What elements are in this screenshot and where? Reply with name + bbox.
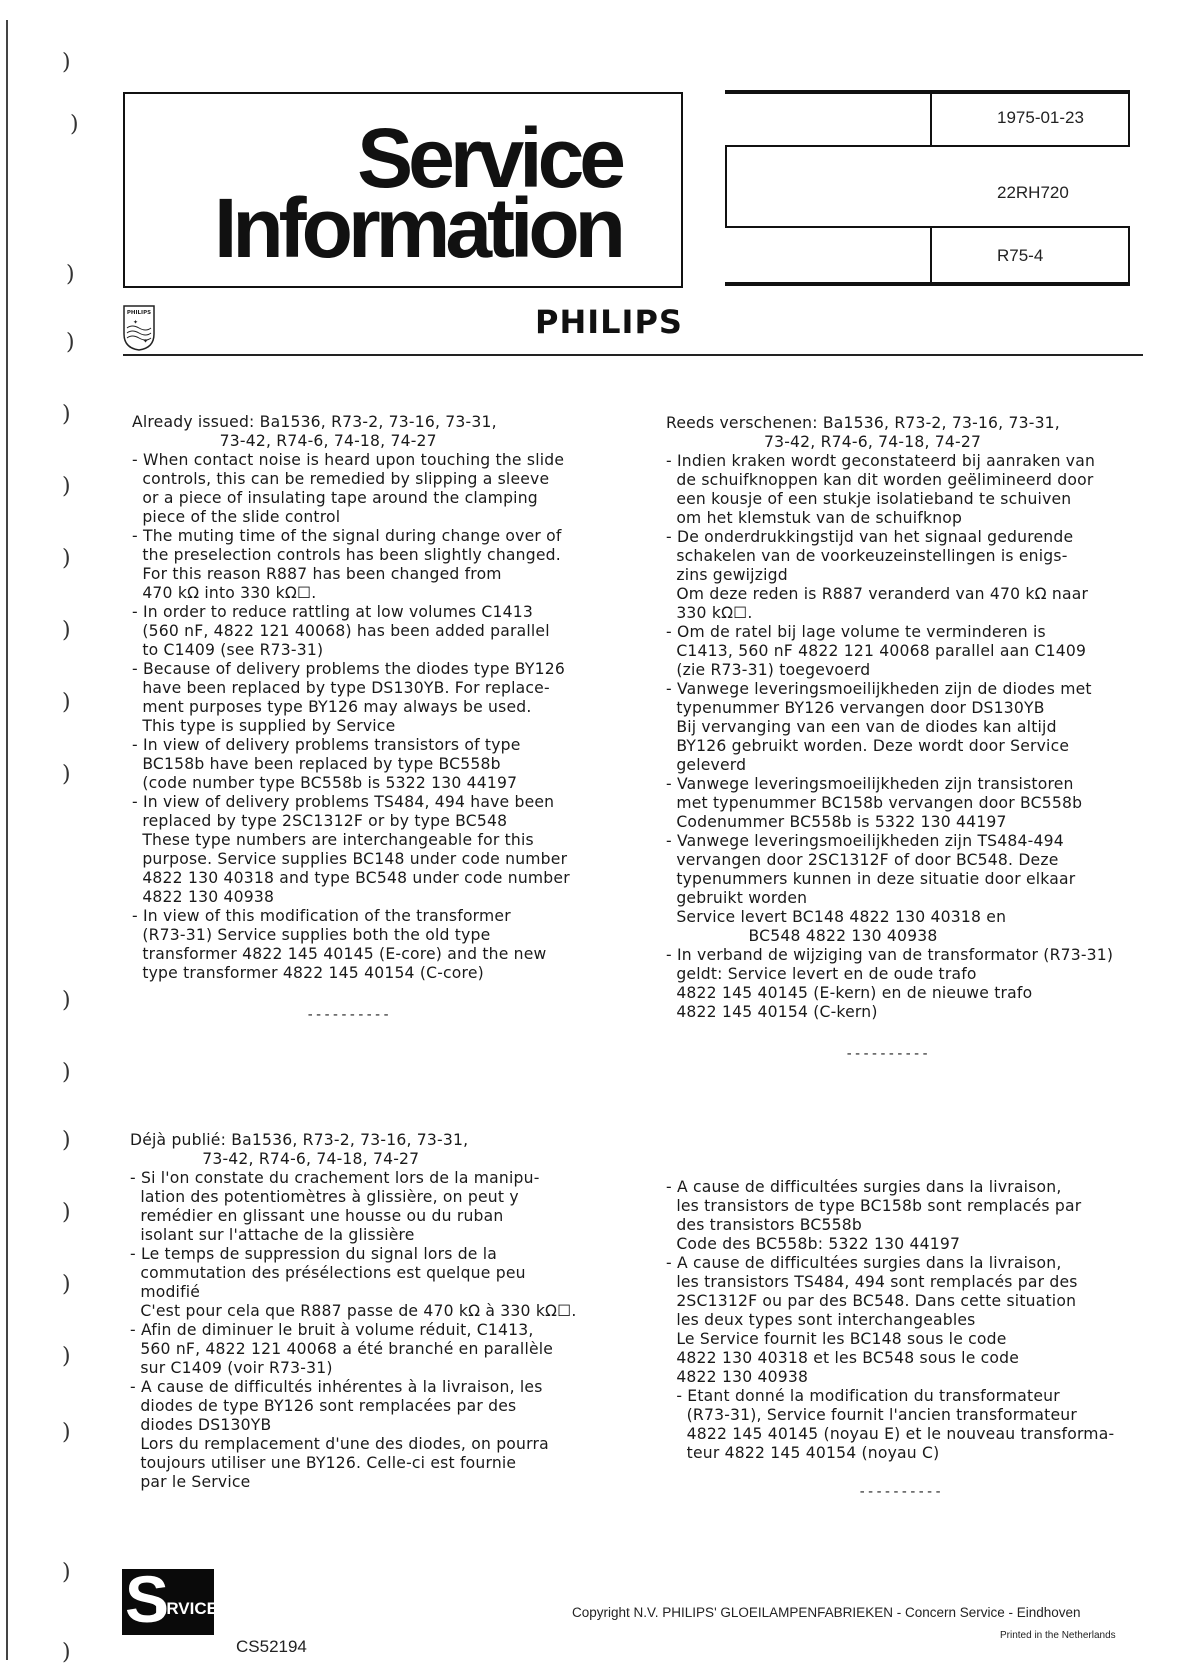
text-line: - In view of this modification of the transformer — [132, 907, 511, 925]
text-line: (560 nF, 4822 121 40068) has been added parallel — [132, 622, 550, 640]
separator: ---------- — [845, 1046, 930, 1062]
text-line: replaced by type 2SC1312F or by type BC548 — [132, 812, 508, 830]
text-line: - Le temps de suppression du signal lors de la — [130, 1245, 498, 1263]
text-line: have been replaced by type DS130YB. For replace- — [132, 679, 550, 697]
french-section-right — [666, 1178, 1114, 1463]
french-section-left — [130, 1131, 577, 1492]
binder-mark: ) — [62, 1344, 71, 1369]
text-line: 4822 145 40154 (C-kern) — [666, 1003, 878, 1021]
text-line: om het klemstuk van de schuifknop — [666, 509, 963, 527]
text-line: 73-42, R74-6, 74-18, 74-27 — [666, 433, 982, 451]
text-line: 4822 130 40318 and type BC548 under code number — [132, 869, 570, 887]
title-service: Service — [357, 111, 621, 205]
issue-date: 1975-01-23 — [997, 108, 1084, 127]
text-line: Codenummer BC558b is 5322 130 44197 — [666, 813, 1007, 831]
text-line: Om deze reden is R887 veranderd van 470 kΩ naar — [666, 585, 1089, 603]
text-line: les transistors TS484, 494 sont remplacés par des — [666, 1273, 1078, 1291]
text-line: schakelen van de voorkeuzeinstellingen is enigs- — [666, 547, 1068, 565]
model-number: 22RH720 — [997, 183, 1069, 202]
text-line: - Afin de diminuer le bruit à volume réduit, C1413, — [130, 1321, 534, 1339]
text-line: 560 nF, 4822 121 40068 a été branché en parallèle — [130, 1340, 554, 1358]
text-line: - In verband de wijziging van de transformator (R73-31) — [666, 946, 1114, 964]
text-line: C1413, 560 nF 4822 121 40068 parallel aan C1409 — [666, 642, 1087, 660]
text-line: - Vanwege leveringsmoeilijkheden zijn de diodes met — [666, 680, 1092, 698]
text-line: (R73-31) Service supplies both the old type — [132, 926, 491, 944]
service-logo — [122, 1562, 218, 1636]
reference-number: R75-4 — [997, 246, 1044, 265]
text-line: teur 4822 145 40154 (noyau C) — [666, 1444, 940, 1462]
text-line: - The muting time of the signal during change over of — [132, 527, 562, 545]
text-line: For this reason R887 has been changed from — [132, 565, 502, 583]
dutch-section — [666, 414, 1113, 1022]
text-line: Lors du remplacement d'une des diodes, on pourra — [130, 1435, 549, 1453]
binder-mark: ) — [62, 402, 71, 427]
text-line: remédier en glissant une housse ou du ruban — [130, 1207, 504, 1225]
text-line: - A cause de difficultés inhérentes à la livraison, les — [130, 1378, 543, 1396]
text-line: - Om de ratel bij lage volume te verminderen is — [666, 623, 1046, 641]
text-line: les deux types sont interchangeables — [666, 1311, 976, 1329]
service-logo-text: ERVICE — [155, 1599, 218, 1618]
brand-name: PHILIPS — [535, 303, 683, 341]
text-line: These type numbers are interchangeable for this — [132, 831, 534, 849]
binder-mark: ) — [62, 1060, 71, 1085]
text-line: Already issued: Ba1536, R73-2, 73-16, 73-31, — [132, 413, 497, 431]
text-line: - In view of delivery problems TS484, 494 have been — [132, 793, 555, 811]
text-line: purpose. Service supplies BC148 under code number — [132, 850, 568, 868]
binder-mark: ) — [62, 1128, 71, 1153]
text-line: les transistors de type BC158b sont remplacés par — [666, 1197, 1082, 1215]
text-line: - Vanwege leveringsmoeilijkheden zijn transistoren — [666, 775, 1074, 793]
text-line: diodes DS130YB — [130, 1416, 272, 1434]
rule — [725, 226, 1130, 228]
binder-mark: ) — [70, 112, 79, 137]
text-line: 4822 145 40145 (noyau E) et le nouveau transforma- — [666, 1425, 1115, 1443]
text-line: de schuifknoppen kan dit worden geëlimineerd door — [666, 471, 1094, 489]
text-line: modifié — [130, 1283, 201, 1301]
text-line: geleverd — [666, 756, 747, 774]
text-line: C'est pour cela que R887 passe de 470 kΩ à 330 kΩ☐. — [130, 1302, 577, 1320]
title-information: Information — [214, 181, 621, 275]
text-line: typenummer BY126 vervangen door DS130YB — [666, 699, 1045, 717]
text-line: gebruikt worden — [666, 889, 808, 907]
printed-notice: Printed in the Netherlands — [1000, 1630, 1116, 1641]
binder-mark: ) — [62, 1560, 71, 1585]
text-line: 330 kΩ☐. — [666, 604, 753, 622]
philips-shield-logo — [122, 304, 156, 352]
text-line: zins gewijzigd — [666, 566, 788, 584]
text-line: - A cause de difficultées surgies dans la livraison, — [666, 1178, 1062, 1196]
text-line: 470 kΩ into 330 kΩ☐. — [132, 584, 317, 602]
service-logo-letter: S — [125, 1562, 170, 1636]
text-line: 4822 130 40938 — [132, 888, 275, 906]
text-line: 73-42, R74-6, 74-18, 74-27 — [130, 1150, 420, 1168]
svg-text:✦: ✦ — [143, 338, 149, 345]
text-line: controls, this can be remedied by slipping a sleeve — [132, 470, 550, 488]
text-line: (code number type BC558b is 5322 130 44197 — [132, 774, 518, 792]
text-line: to C1409 (see R73-31) — [132, 641, 324, 659]
text-line: Code des BC558b: 5322 130 44197 — [666, 1235, 961, 1253]
english-section — [132, 413, 570, 983]
binder-mark: ) — [62, 1420, 71, 1445]
binder-mark: ) — [66, 330, 75, 355]
text-line: the preselection controls has been slightly changed. — [132, 546, 561, 564]
rule — [725, 90, 1130, 94]
text-line: - Vanwege leveringsmoeilijkheden zijn TS484-494 — [666, 832, 1064, 850]
text-line: met typenummer BC158b vervangen door BC558b — [666, 794, 1083, 812]
document-info-table — [725, 90, 1130, 290]
rule — [725, 145, 1130, 147]
text-line: BY126 gebruikt worden. Deze wordt door Service — [666, 737, 1070, 755]
separator: ---------- — [306, 1007, 391, 1023]
binder-mark: ) — [62, 546, 71, 571]
text-line: par le Service — [130, 1473, 251, 1491]
text-line: geldt: Service levert en de oude trafo — [666, 965, 977, 983]
text-line: lation des potentiomètres à glissière, on peut y — [130, 1188, 519, 1206]
rule — [930, 90, 932, 146]
text-line: - In order to reduce rattling at low volumes C1413 — [132, 603, 533, 621]
text-line: Déjà publié: Ba1536, R73-2, 73-16, 73-31, — [130, 1131, 469, 1149]
text-line: type transformer 4822 145 40154 (C-core) — [132, 964, 484, 982]
text-line: Service levert BC148 4822 130 40318 en — [666, 908, 1007, 926]
svg-text:PHILIPS: PHILIPS — [126, 310, 152, 316]
text-line: toujours utiliser une BY126. Celle-ci est fournie — [130, 1454, 517, 1472]
text-line: typenummers kunnen in deze situatie door elkaar — [666, 870, 1076, 888]
rule — [1128, 90, 1130, 146]
text-line: Bij vervanging van een van de diodes kan altijd — [666, 718, 1057, 736]
svg-text:✦: ✦ — [133, 319, 139, 326]
binder-mark: ) — [62, 1200, 71, 1225]
binder-mark: ) — [62, 988, 71, 1013]
text-line: 4822 130 40938 — [666, 1368, 809, 1386]
rule — [930, 226, 932, 284]
binder-mark: ) — [62, 1272, 71, 1297]
text-line: or a piece of insulating tape around the clamping — [132, 489, 538, 507]
separator: ---------- — [858, 1484, 943, 1500]
text-line: des transistors BC558b — [666, 1216, 862, 1234]
text-line: - Si l'on constate du crachement lors de la manipu- — [130, 1169, 540, 1187]
text-line: Le Service fournit les BC148 sous le code — [666, 1330, 1007, 1348]
text-line: BC548 4822 130 40938 — [666, 927, 938, 945]
text-line: diodes de type BY126 sont remplacées par des — [130, 1397, 517, 1415]
header-rule — [123, 354, 1143, 356]
text-line: - Indien kraken wordt geconstateerd bij aanraken van — [666, 452, 1096, 470]
text-line: commutation des présélections est quelque peu — [130, 1264, 526, 1282]
text-line: - In view of delivery problems transistors of type — [132, 736, 521, 754]
rule — [725, 145, 727, 227]
text-line: This type is supplied by Service — [132, 717, 396, 735]
text-line: een kousje of een stukje isolatieband te schuiven — [666, 490, 1072, 508]
text-line: piece of the slide control — [132, 508, 341, 526]
copyright-notice: Copyright N.V. PHILIPS' GLOEILAMPENFABRIEKEN - Concern Service - Eindhoven — [572, 1605, 1081, 1620]
document-number: CS52194 — [236, 1637, 307, 1656]
text-line: (R73-31), Service fournit l'ancien transformateur — [666, 1406, 1077, 1424]
text-line: 2SC1312F ou par des BC548. Dans cette situation — [666, 1292, 1077, 1310]
text-line: - A cause de difficultées surgies dans la livraison, — [666, 1254, 1062, 1272]
text-line: 4822 145 40145 (E-kern) en de nieuwe trafo — [666, 984, 1033, 1002]
text-line: - When contact noise is heard upon touching the slide — [132, 451, 565, 469]
text-line: sur C1409 (voir R73-31) — [130, 1359, 333, 1377]
text-line: isolant sur l'attache de la glissière — [130, 1226, 415, 1244]
text-line: - Etant donné la modification du transformateur — [666, 1387, 1060, 1405]
text-line: 4822 130 40318 et les BC548 sous le code — [666, 1349, 1020, 1367]
binder-mark: ) — [62, 618, 71, 643]
text-line: ment purposes type BY126 may always be used. — [132, 698, 532, 716]
text-line: BC158b have been replaced by type BC558b — [132, 755, 501, 773]
text-line: vervangen door 2SC1312F of door BC548. Deze — [666, 851, 1059, 869]
binder-mark: ) — [66, 262, 75, 287]
page-edge-line — [6, 20, 8, 1660]
text-line: transformer 4822 145 40145 (E-core) and the new — [132, 945, 547, 963]
binder-mark: ) — [62, 1640, 71, 1665]
text-line: - Because of delivery problems the diodes type BY126 — [132, 660, 565, 678]
text-line: (zie R73-31) toegevoerd — [666, 661, 871, 679]
title-box — [123, 92, 683, 288]
text-line: - De onderdrukkingstijd van het signaal gedurende — [666, 528, 1074, 546]
text-line: 73-42, R74-6, 74-18, 74-27 — [132, 432, 437, 450]
rule — [1128, 226, 1130, 284]
binder-mark: ) — [62, 474, 71, 499]
text-line: Reeds verschenen: Ba1536, R73-2, 73-16, 73-31, — [666, 414, 1060, 432]
rule — [725, 282, 1130, 286]
binder-mark: ) — [62, 690, 71, 715]
binder-mark: ) — [62, 762, 71, 787]
binder-mark: ) — [62, 50, 71, 75]
